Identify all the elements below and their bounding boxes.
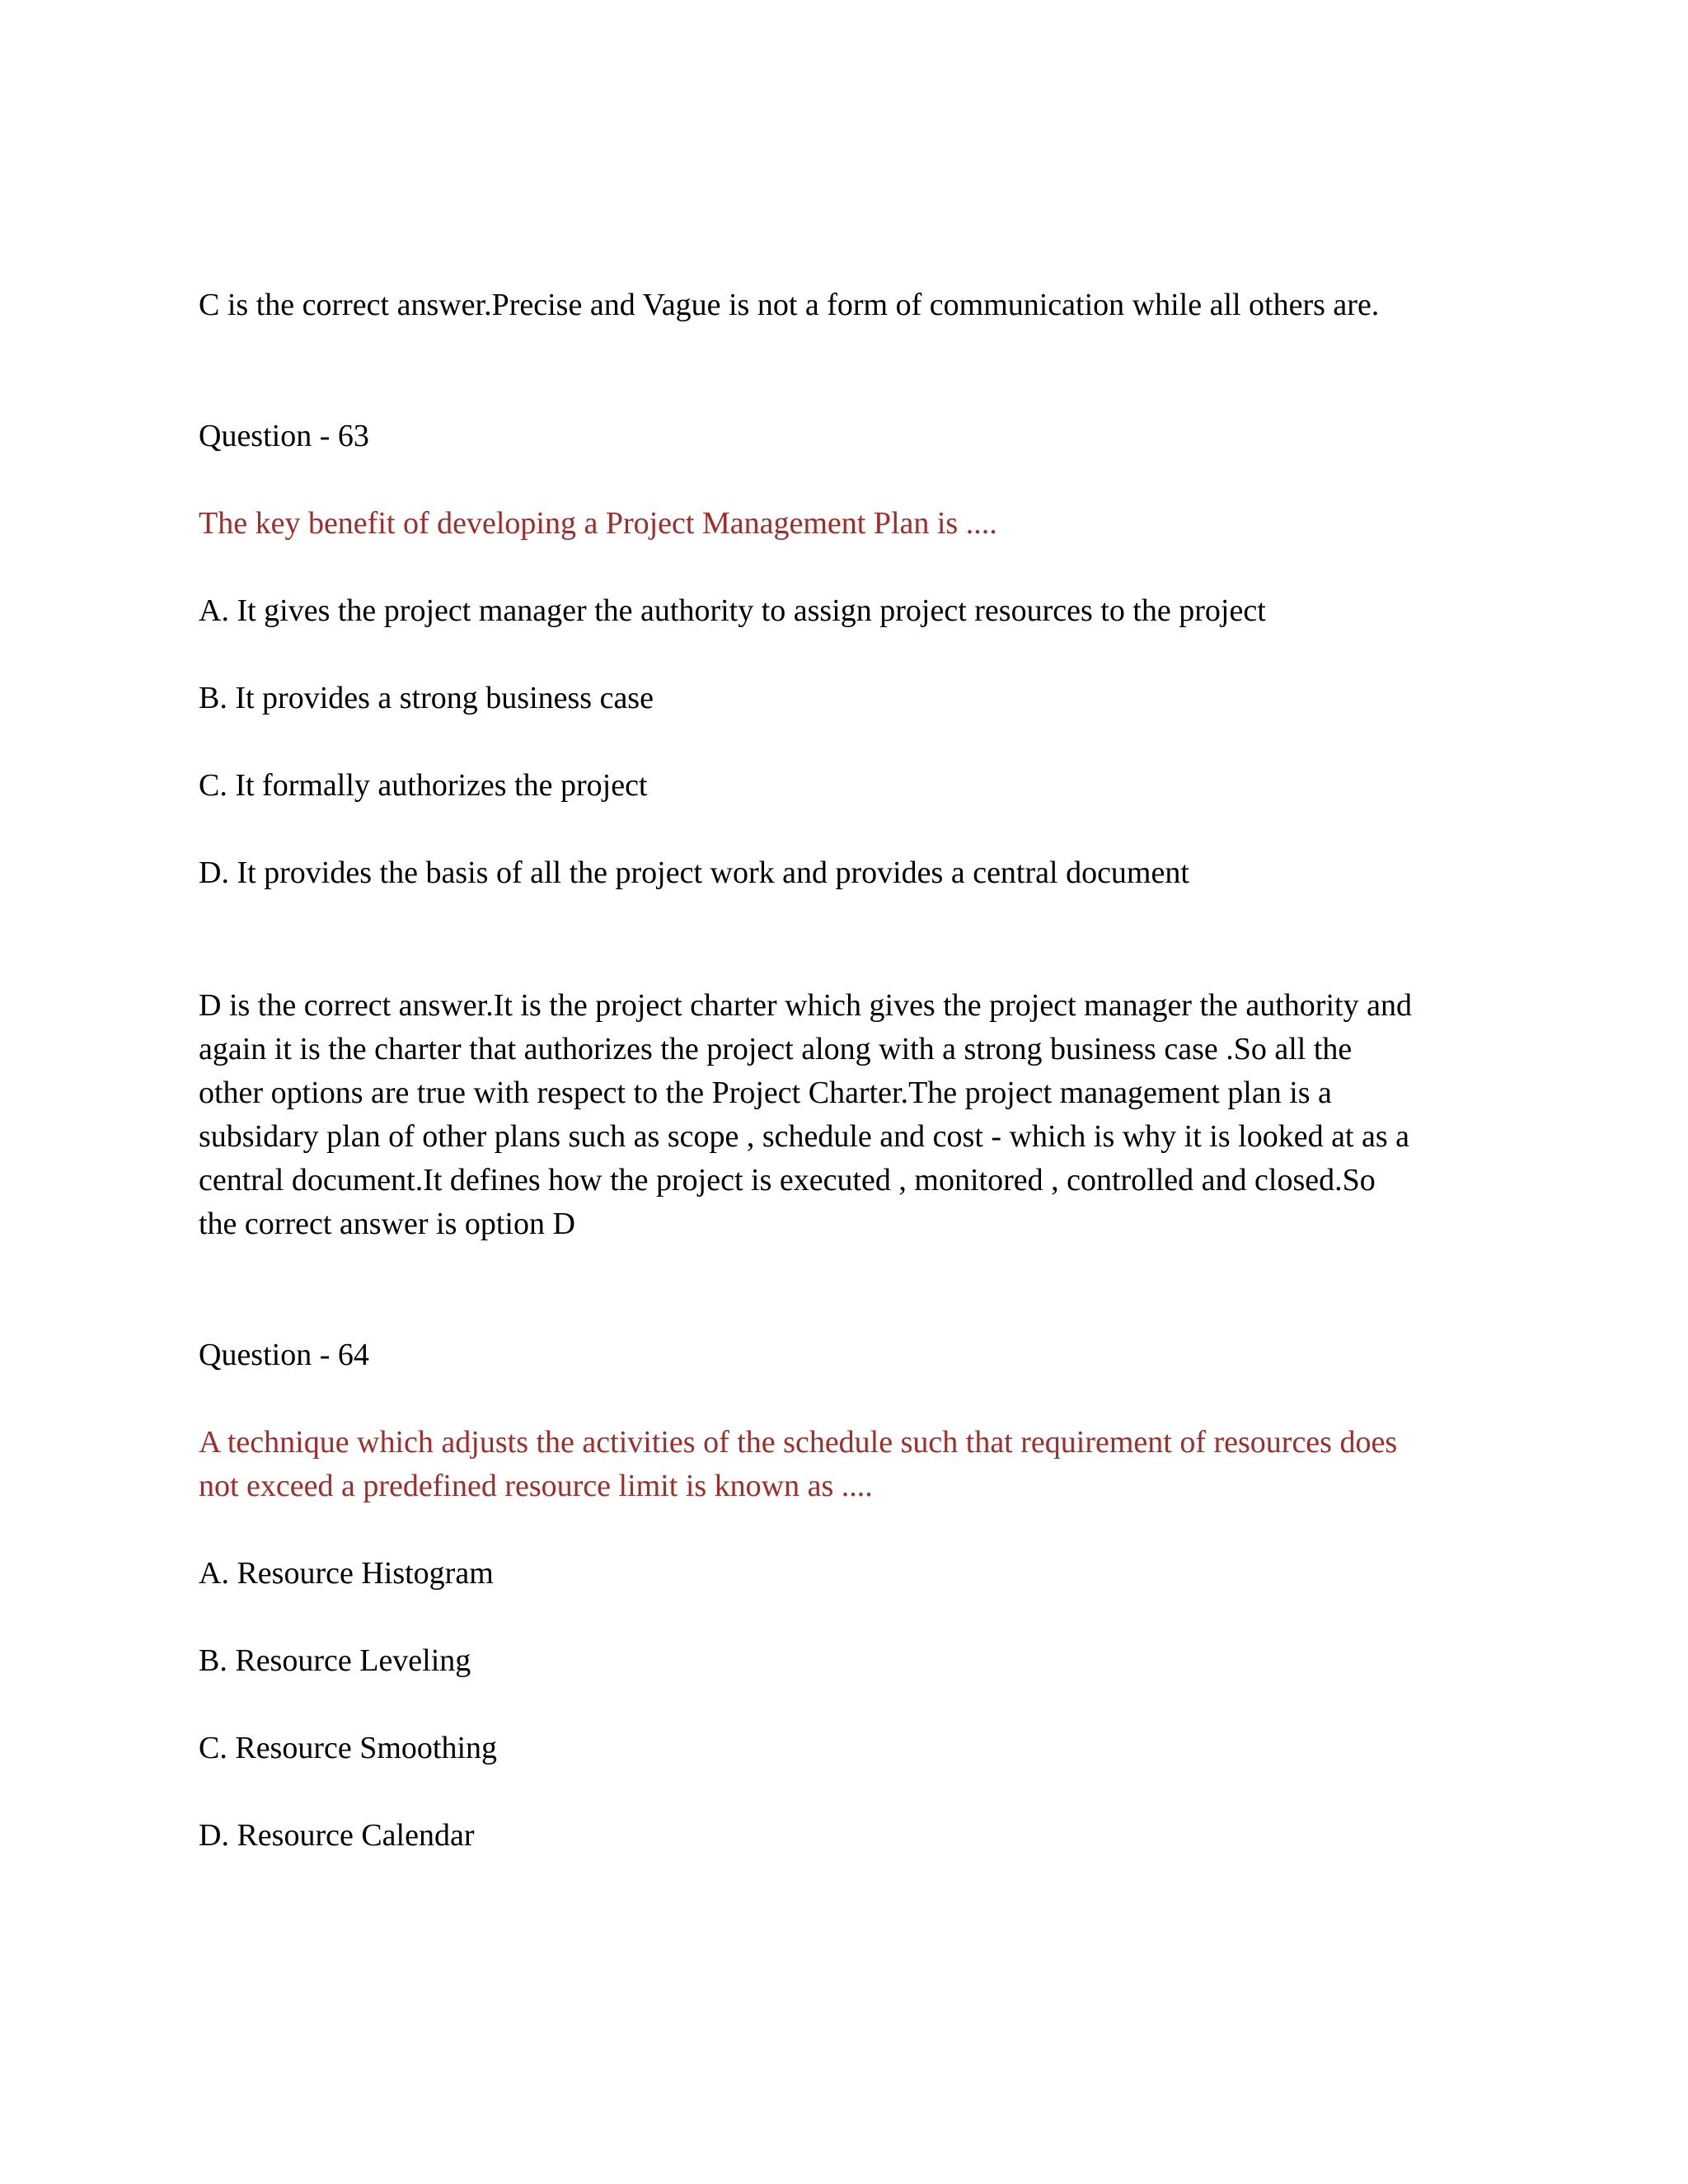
- question-64-option-c: C. Resource Smoothing: [199, 1731, 498, 1765]
- question-line: not exceed a predefined resource limit is known as ....: [199, 1469, 873, 1503]
- question-64-text: [199, 1421, 1493, 1508]
- question-63-option-c: C. It formally authorizes the project: [199, 768, 648, 803]
- previous-answer-explanation: C is the correct answer.Precise and Vague is not a form of communication while all others are.: [199, 288, 1380, 322]
- question-63-option-d: D. It provides the basis of all the project work and provides a central document: [199, 855, 1189, 890]
- question-63-text: The key benefit of developing a Project Management Plan is ....: [199, 506, 997, 541]
- explanation-line: again it is the charter that authorizes the project along with a strong business case .So all the: [199, 1032, 1353, 1066]
- question-line: A technique which adjusts the activities of the schedule such that requirement of resources does: [199, 1425, 1398, 1460]
- explanation-line: central document.It defines how the project is executed , monitored , controlled and closed.So: [199, 1163, 1376, 1197]
- question-63-explanation: [199, 984, 1493, 1246]
- explanation-line: D is the correct answer.It is the project charter which gives the project manager the authority and: [199, 988, 1412, 1023]
- question-64-option-d: D. Resource Calendar: [199, 1818, 475, 1853]
- explanation-line: the correct answer is option D: [199, 1207, 575, 1241]
- question-63-option-b: B. It provides a strong business case: [199, 681, 654, 715]
- question-63-heading: Question - 63: [199, 419, 369, 453]
- question-64-option-b: B. Resource Leveling: [199, 1643, 471, 1678]
- explanation-line: other options are true with respect to the Project Charter.The project management plan is a: [199, 1076, 1332, 1110]
- explanation-line: subsidary plan of other plans such as scope , schedule and cost - which is why it is looked at as a: [199, 1119, 1410, 1154]
- question-64-option-a: A. Resource Histogram: [199, 1556, 494, 1591]
- question-63-option-a: A. It gives the project manager the authority to assign project resources to the project: [199, 593, 1266, 628]
- question-64-heading: Question - 64: [199, 1338, 369, 1372]
